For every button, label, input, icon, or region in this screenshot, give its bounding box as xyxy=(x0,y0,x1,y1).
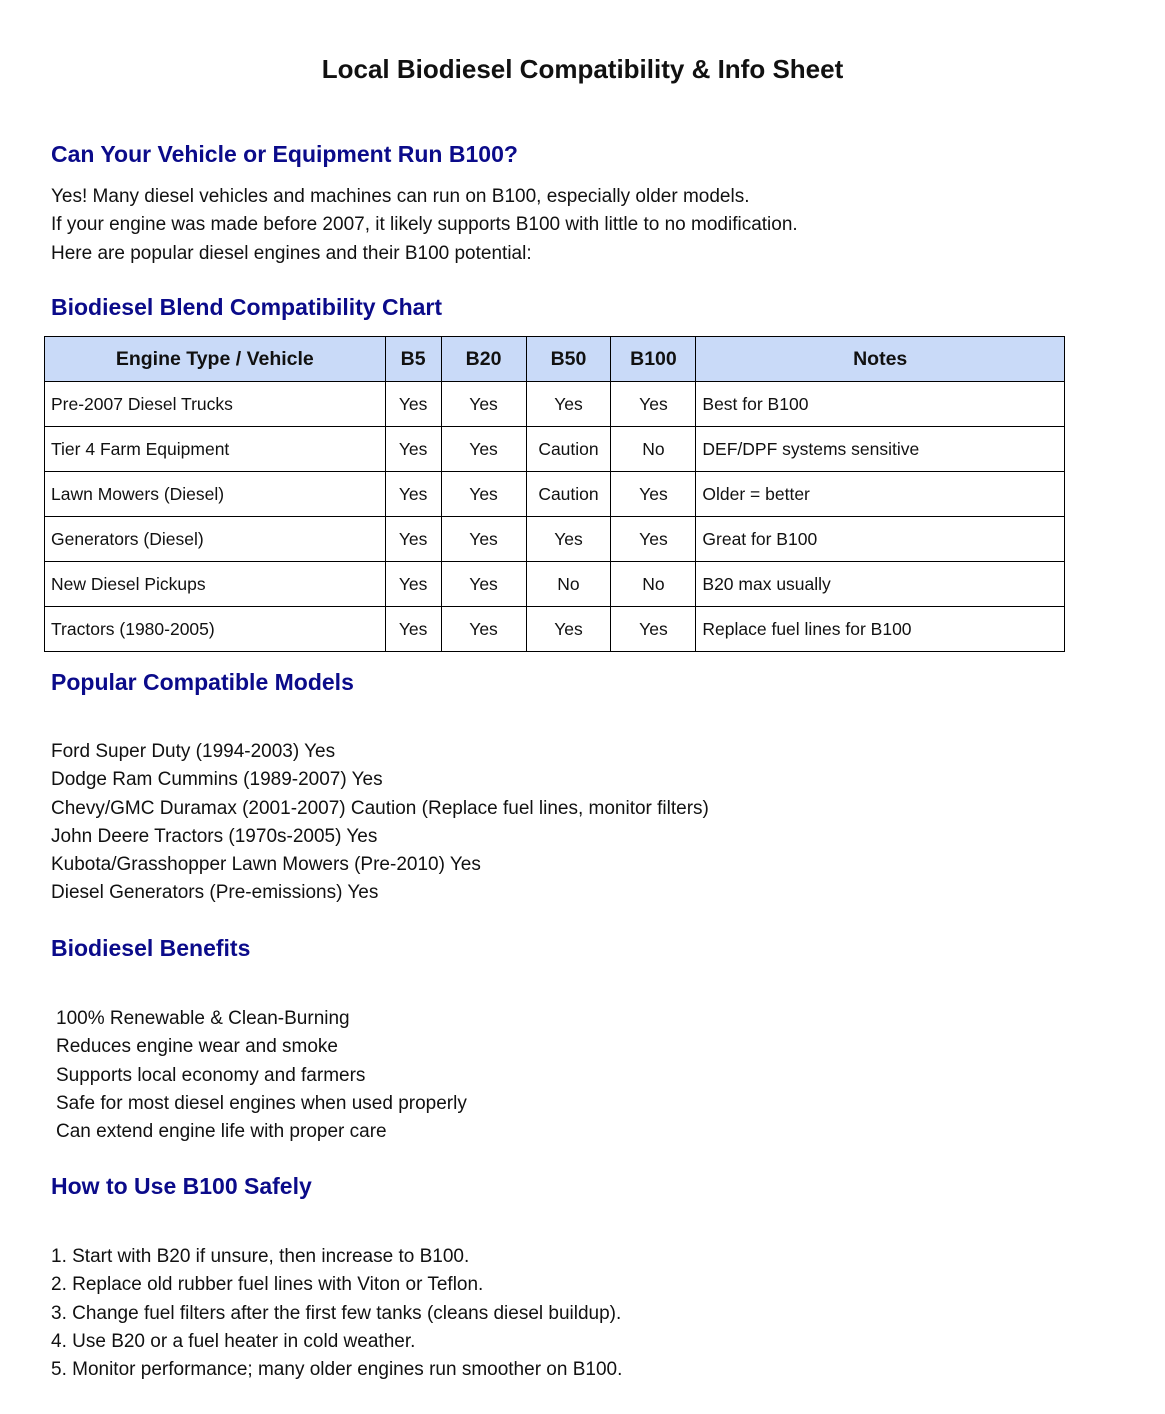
list-item: 5. Monitor performance; many older engines run smoother on B100. xyxy=(51,1359,623,1381)
cell-b100: Yes xyxy=(611,472,696,517)
table-row xyxy=(45,517,1065,562)
cell-b100: No xyxy=(611,427,696,472)
list-item: 4. Use B20 or a fuel heater in cold weather. xyxy=(51,1330,416,1352)
header-b20: B20 xyxy=(441,337,526,382)
cell-b50: Caution xyxy=(526,427,611,472)
intro-line: Yes! Many diesel vehicles and machines can run on B100, especially older models. xyxy=(51,186,750,207)
cell-b100: Yes xyxy=(611,382,696,427)
list-item: 3. Change fuel filters after the first few tanks (cleans diesel buildup). xyxy=(51,1302,622,1324)
cell-b5: Yes xyxy=(385,382,441,427)
cell-notes: Older = better xyxy=(696,472,1065,517)
list-item: 100% Renewable & Clean-Burning xyxy=(56,1008,350,1029)
cell-b100: No xyxy=(611,562,696,607)
intro-paragraph xyxy=(51,183,798,268)
cell-b5: Yes xyxy=(385,427,441,472)
intro-line: Here are popular diesel engines and their B100 potential: xyxy=(51,242,532,264)
cell-b5: Yes xyxy=(385,562,441,607)
section-heading-b100: Can Your Vehicle or Equipment Run B100? xyxy=(51,141,518,167)
cell-b5: Yes xyxy=(385,607,441,652)
header-b5: B5 xyxy=(385,337,441,382)
header-notes: Notes xyxy=(696,337,1065,382)
cell-notes: Replace fuel lines for B100 xyxy=(696,607,1065,652)
section-heading-howto: How to Use B100 Safely xyxy=(51,1173,312,1199)
section-heading-benefits: Biodiesel Benefits xyxy=(51,935,251,961)
cell-engine: Tier 4 Farm Equipment xyxy=(45,427,386,472)
section-heading-chart: Biodiesel Blend Compatibility Chart xyxy=(51,294,443,320)
list-item: Kubota/Grasshopper Lawn Mowers (Pre-2010) Yes xyxy=(51,854,481,876)
list-item: Reduces engine wear and smoke xyxy=(56,1036,339,1058)
table-row xyxy=(45,382,1065,427)
cell-b100: Yes xyxy=(611,517,696,562)
cell-b5: Yes xyxy=(385,517,441,562)
table-row xyxy=(45,562,1065,607)
list-item: Supports local economy and farmers xyxy=(56,1064,366,1086)
cell-b50: Yes xyxy=(526,607,611,652)
cell-b20: Yes xyxy=(441,607,526,652)
table-row xyxy=(45,472,1065,517)
cell-b20: Yes xyxy=(441,517,526,562)
list-item: Diesel Generators (Pre-emissions) Yes xyxy=(51,882,379,904)
cell-engine: Pre-2007 Diesel Trucks xyxy=(45,382,386,427)
list-item: John Deere Tractors (1970s-2005) Yes xyxy=(51,825,378,847)
page-title: Local Biodiesel Compatibility & Info Sheet xyxy=(321,54,844,84)
benefits-list xyxy=(56,1005,467,1146)
cell-b5: Yes xyxy=(385,472,441,517)
models-list xyxy=(51,738,709,908)
howto-list xyxy=(51,1243,622,1384)
header-b100: B100 xyxy=(611,337,696,382)
cell-engine: Lawn Mowers (Diesel) xyxy=(45,472,386,517)
table-header-row xyxy=(45,337,1065,382)
list-item: Can extend engine life with proper care xyxy=(56,1121,387,1143)
table-row xyxy=(45,607,1065,652)
cell-b50: Yes xyxy=(526,382,611,427)
cell-b50: No xyxy=(526,562,611,607)
section-heading-models: Popular Compatible Models xyxy=(51,669,354,695)
cell-engine: Tractors (1980-2005) xyxy=(45,607,386,652)
cell-b20: Yes xyxy=(441,562,526,607)
list-item: 1. Start with B20 if unsure, then increase to B100. xyxy=(51,1246,470,1267)
cell-engine: New Diesel Pickups xyxy=(45,562,386,607)
list-item: 2. Replace old rubber fuel lines with Viton or Teflon. xyxy=(51,1274,484,1296)
cell-b20: Yes xyxy=(441,427,526,472)
list-item: Safe for most diesel engines when used properly xyxy=(56,1092,467,1114)
list-item: Ford Super Duty (1994-2003) Yes xyxy=(51,741,336,762)
cell-b20: Yes xyxy=(441,382,526,427)
list-item: Dodge Ram Cummins (1989-2007) Yes xyxy=(51,769,383,791)
cell-notes: Great for B100 xyxy=(696,517,1065,562)
cell-engine: Generators (Diesel) xyxy=(45,517,386,562)
cell-b100: Yes xyxy=(611,607,696,652)
table-row xyxy=(45,427,1065,472)
cell-b50: Yes xyxy=(526,517,611,562)
intro-line: If your engine was made before 2007, it likely supports B100 with little to no modification. xyxy=(51,214,798,236)
cell-notes: Best for B100 xyxy=(696,382,1065,427)
cell-b50: Caution xyxy=(526,472,611,517)
cell-notes: DEF/DPF systems sensitive xyxy=(696,427,1065,472)
list-item: Chevy/GMC Duramax (2001-2007) Caution (Replace fuel lines, monitor filters) xyxy=(51,797,709,819)
cell-notes: B20 max usually xyxy=(696,562,1065,607)
header-engine-type: Engine Type / Vehicle xyxy=(45,337,386,382)
cell-b20: Yes xyxy=(441,472,526,517)
compatibility-table xyxy=(44,336,1065,652)
header-b50: B50 xyxy=(526,337,611,382)
